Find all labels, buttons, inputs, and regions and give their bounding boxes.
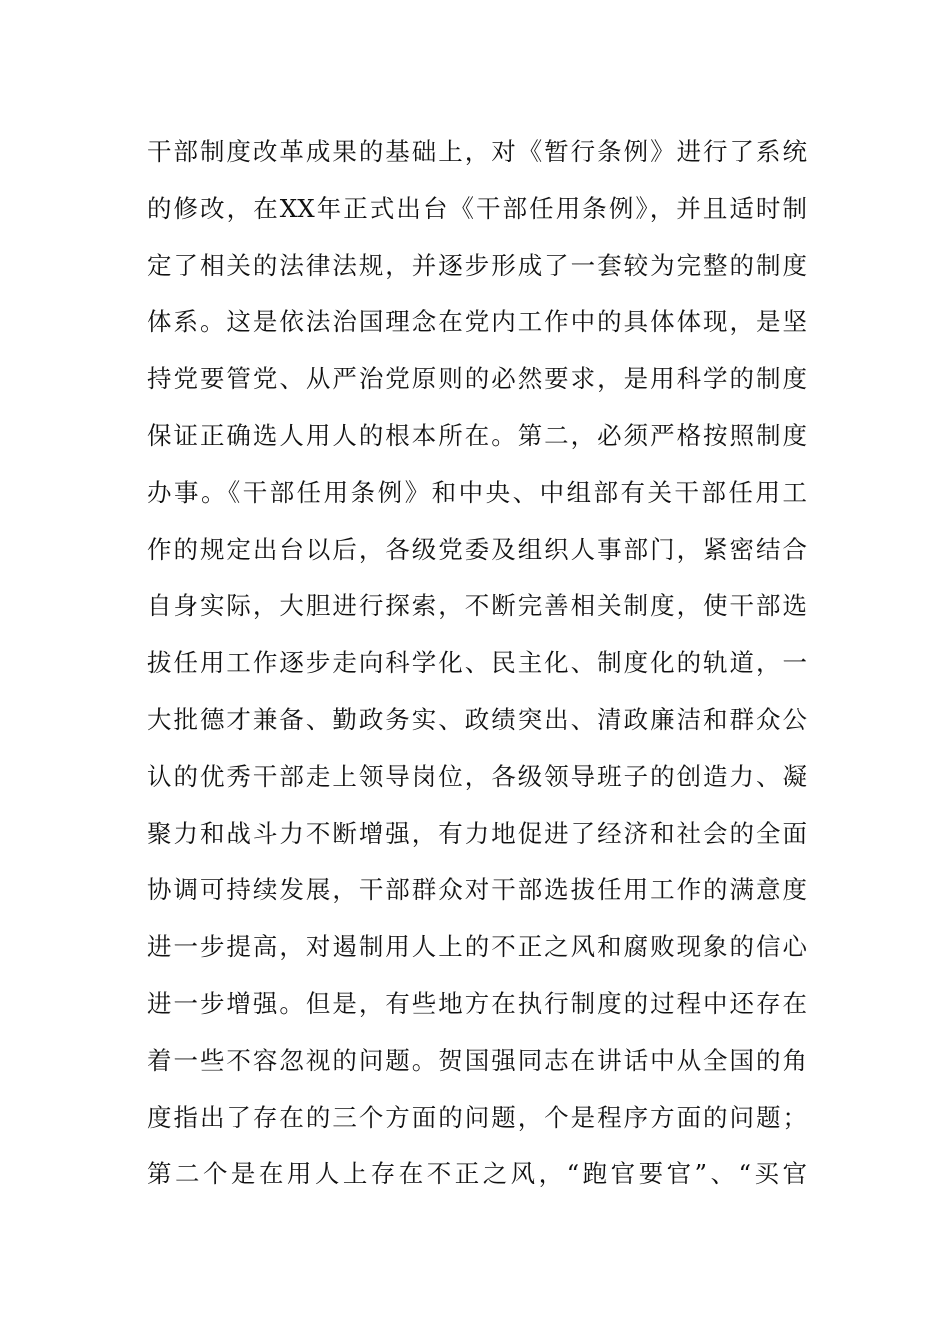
text-line-8: 作的规定出台以后，各级党委及组织人事部门，紧密结合 bbox=[147, 534, 807, 564]
text-line-18: 度指出了存在的三个方面的问题，个是程序方面的问题； bbox=[147, 1102, 807, 1132]
text-line-5: 持党要管党、从严治党原则的必然要求，是用科学的制度 bbox=[147, 364, 807, 394]
body-text bbox=[147, 130, 807, 1209]
text-line-16: 进一步增强。但是，有些地方在执行制度的过程中还存在 bbox=[147, 988, 807, 1018]
text-line-11: 大批德才兼备、勤政务实、政绩突出、清政廉洁和群众公 bbox=[147, 704, 807, 734]
text-line-2: 的修改，在XX年正式出台《干部任用条例》，并且适时制 bbox=[147, 193, 807, 223]
text-line-9: 自身实际，大胆进行探索，不断完善相关制度，使干部选 bbox=[147, 591, 807, 621]
text-line-12: 认的优秀干部走上领导岗位，各级领导班子的创造力、凝 bbox=[147, 761, 807, 791]
text-line-3: 定了相关的法律法规，并逐步形成了一套较为完整的制度 bbox=[147, 250, 807, 280]
text-line-1: 干部制度改革成果的基础上，对《暂行条例》进行了系统 bbox=[147, 137, 807, 166]
text-line-15: 进一步提高，对遏制用人上的不正之风和腐败现象的信心 bbox=[147, 932, 807, 962]
text-line-6: 保证正确选人用人的根本所在。第二，必须严格按照制度 bbox=[147, 420, 807, 450]
text-line-19: 第二个是在用人上存在不正之风，“跑官要官”、“买官 bbox=[147, 1159, 807, 1189]
text-line-17: 着一些不容忽视的问题。贺国强同志在讲话中从全国的角 bbox=[147, 1045, 807, 1075]
text-line-7: 办事。《干部任用条例》和中央、中组部有关干部任用工 bbox=[147, 477, 807, 507]
text-line-4: 体系。这是依法治国理念在党内工作中的具体体现，是坚 bbox=[147, 307, 807, 337]
text-line-14: 协调可持续发展，干部群众对干部选拔任用工作的满意度 bbox=[147, 875, 807, 905]
text-line-10: 拔任用工作逐步走向科学化、民主化、制度化的轨道，一 bbox=[147, 648, 807, 678]
text-line-13: 聚力和战斗力不断增强，有力地促进了经济和社会的全面 bbox=[147, 818, 807, 848]
